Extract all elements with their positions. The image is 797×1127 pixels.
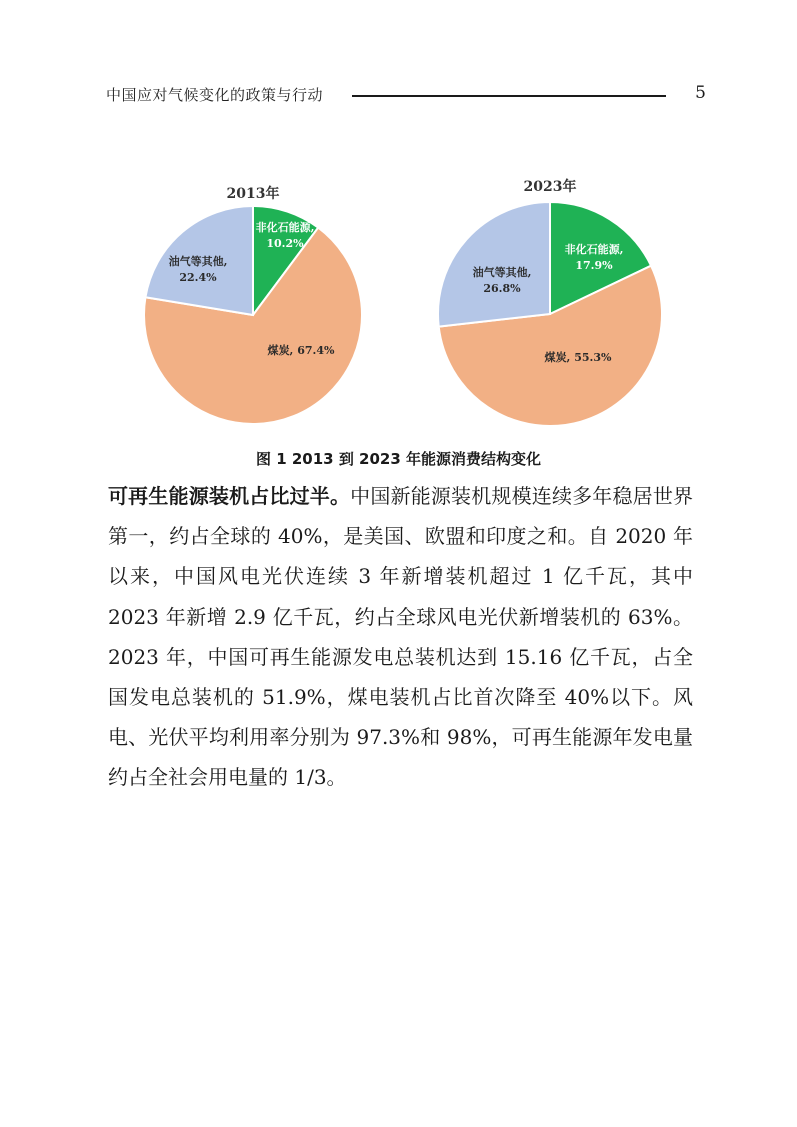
- pie-chart-2023: [438, 178, 662, 426]
- pie-title: 2023年: [523, 179, 577, 195]
- pie-title: 2013年: [226, 186, 280, 202]
- running-title: 中国应对气候变化的政策与行动: [106, 86, 324, 104]
- data-label-coal: 煤炭, 67.4%: [267, 344, 335, 357]
- paragraph-lead: 可再生能源装机占比过半。: [108, 484, 351, 508]
- data-label-non-fossil: 非化石能源, 10.2%: [255, 221, 315, 250]
- pie-chart-2013: [144, 185, 362, 424]
- data-label-coal: 煤炭, 55.3%: [544, 351, 612, 364]
- paragraph-text: 中国新能源装机规模连续多年稳居世界第一，约占全球的 40%，是美国、欧盟和印度之和。自 2020 年以来，中国风电光伏连续 3 年新增装机超过 1 亿千瓦，其中 2023 年新增 2.9 亿千瓦，约占全球风电光伏新增装机的 63%。2023 年，中国可再生能源发电总装机达到 15.16 亿千瓦，占全国发电总装机的 51.9%，煤电装机占比首次降至 40%以下。风电、光伏平均利用率分别为 97.3%和 98%，可再生能源年发电量约占全社会用电量的 1/3。: [108, 484, 694, 790]
- header-rule: [352, 95, 666, 97]
- energy-pie-charts: [0, 165, 797, 445]
- figure-caption: 图 1 2013 到 2023 年能源消费结构变化: [255, 450, 542, 468]
- page-number: 5: [695, 83, 706, 103]
- page-header: [106, 84, 706, 108]
- pie-slice-oil-gas: [438, 202, 550, 327]
- data-label-oil-gas: 油气等其他, 26.8%: [472, 266, 532, 295]
- data-label-non-fossil: 非化石能源, 17.9%: [564, 243, 624, 272]
- data-label-oil-gas: 油气等其他, 22.4%: [168, 255, 228, 284]
- body-paragraph: [108, 476, 693, 798]
